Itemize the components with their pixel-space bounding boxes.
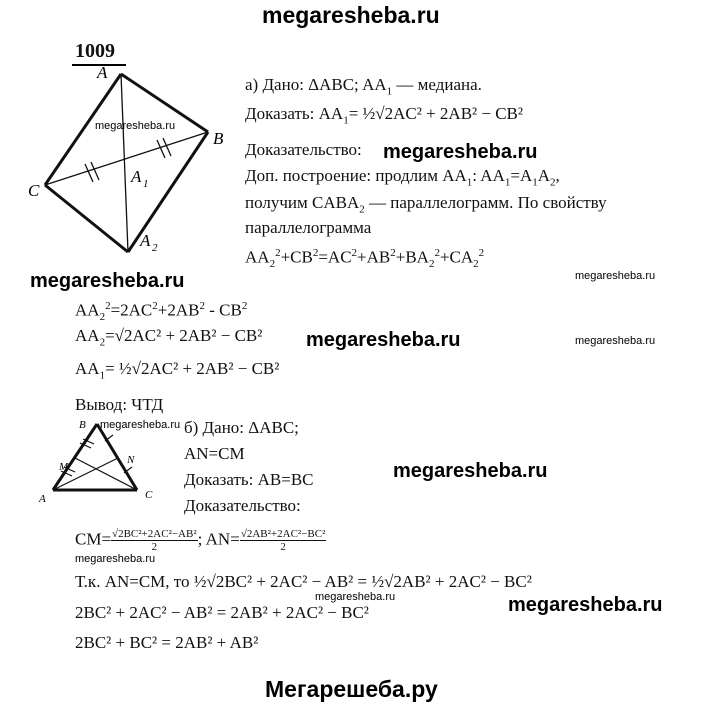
- label-A: A: [97, 63, 108, 82]
- watermark: megaresheba.ru: [383, 141, 538, 163]
- tick-mark: [85, 164, 93, 182]
- part-b-an-cm: AN=CM: [184, 444, 245, 463]
- label-B: B: [213, 129, 224, 148]
- watermark: megaresheba.ru: [315, 591, 396, 603]
- fraction-an: $\frac{\text{√2AB²+2AC²−BC²}}{2}$: [240, 528, 326, 553]
- label-N: N: [127, 454, 135, 466]
- label-A2: A: [140, 231, 151, 250]
- part-b-proof-label: Доказательство:: [184, 496, 301, 515]
- label-C: C: [145, 489, 153, 501]
- part-b-eq1: 2BC² + 2AC² − AB² = 2AB² + 2AC² − BC²: [75, 603, 369, 622]
- part-b-since: Т.к. AN=CM, то ½√2BC² + 2AC² − AB² = ½√2AB² + 2AC² − BC²: [75, 572, 532, 591]
- diagonal-AA2: [121, 74, 128, 252]
- watermark: megaresheba.ru: [575, 270, 656, 282]
- part-a-eq1: $AA_2^2+CB^2=AC^2+AB^2+BA_2^2+CA_2^2$: [245, 247, 485, 271]
- part-a-given: а) Дано: ΔABC; $AA_1$ — медиана.: [245, 75, 482, 98]
- diagonal-CB: [45, 132, 208, 185]
- problem-number: 1009: [75, 40, 115, 62]
- part-b-cm-an: CM= $\frac{\text{√2BC²+2AC²−AB²}}{2}$ ; AN= $\frac{\text{√2AB²+2AC²−BC²}}{2}$: [75, 528, 326, 553]
- figure-triangle: [35, 418, 165, 503]
- tick-mark: [157, 140, 165, 158]
- edge-A2C: [45, 185, 128, 252]
- part-a-prove: Доказать: $AA_1=$ ½√2AC² + 2AB² − CB²: [245, 104, 523, 127]
- part-b-given: б) Дано: ΔABC;: [184, 418, 299, 437]
- label-A1: A: [131, 167, 142, 186]
- part-a-proof-label: Доказательство:: [245, 140, 362, 159]
- watermark: megaresheba.ru: [30, 270, 185, 292]
- part-a-construction-3: параллелограмма: [245, 218, 372, 237]
- watermark: megaresheba.ru: [75, 553, 156, 565]
- part-a-eq3: $AA_2=√2AC^2 + 2AB^2 - CB^2$: [75, 326, 263, 349]
- part-a-construction-1: Доп. построение: продлим $AA_1$: $AA_1=A_1A_2$,: [245, 166, 560, 189]
- tick-mark: [91, 162, 99, 180]
- fraction-cm: $\frac{\text{√2BC²+2AC²−AB²}}{2}$: [112, 528, 197, 553]
- part-a-eq2: $AA_2^2=2AC^2+2AB^2 - CB^2$: [75, 300, 248, 324]
- watermark: megaresheba.ru: [100, 419, 181, 431]
- part-b-eq2: 2BC² + BC² = 2AB² + AB²: [75, 633, 259, 652]
- part-b-prove: Доказать: AB=BC: [184, 470, 314, 489]
- label-M: M: [59, 461, 69, 473]
- tick-mark: [163, 138, 171, 156]
- watermark: megaresheba.ru: [508, 594, 663, 616]
- label-A2-sub: 2: [152, 242, 158, 254]
- label-A1-sub: 1: [143, 178, 149, 190]
- edge-BA: [53, 424, 97, 490]
- watermark: megaresheba.ru: [306, 329, 461, 351]
- header-site-title: megaresheba.ru: [262, 2, 440, 28]
- label-B: B: [79, 419, 86, 431]
- figure-parallelogram: [25, 60, 240, 260]
- watermark: megaresheba.ru: [575, 335, 656, 347]
- part-a-conclusion: Вывод: ЧТД: [75, 395, 164, 414]
- watermark: megaresheba.ru: [393, 460, 548, 482]
- part-a-eq4: $AA_1=$ ½√2AC² + 2AB² − CB²: [75, 359, 280, 382]
- part-a-construction-2: получим $CABA_2$ — параллелограмм. По свойству: [245, 193, 607, 216]
- label-A: A: [39, 493, 46, 503]
- watermark: megaresheba.ru: [95, 120, 176, 132]
- footer-site-title: Мегарешеба.ру: [265, 676, 438, 702]
- label-C: C: [28, 181, 40, 200]
